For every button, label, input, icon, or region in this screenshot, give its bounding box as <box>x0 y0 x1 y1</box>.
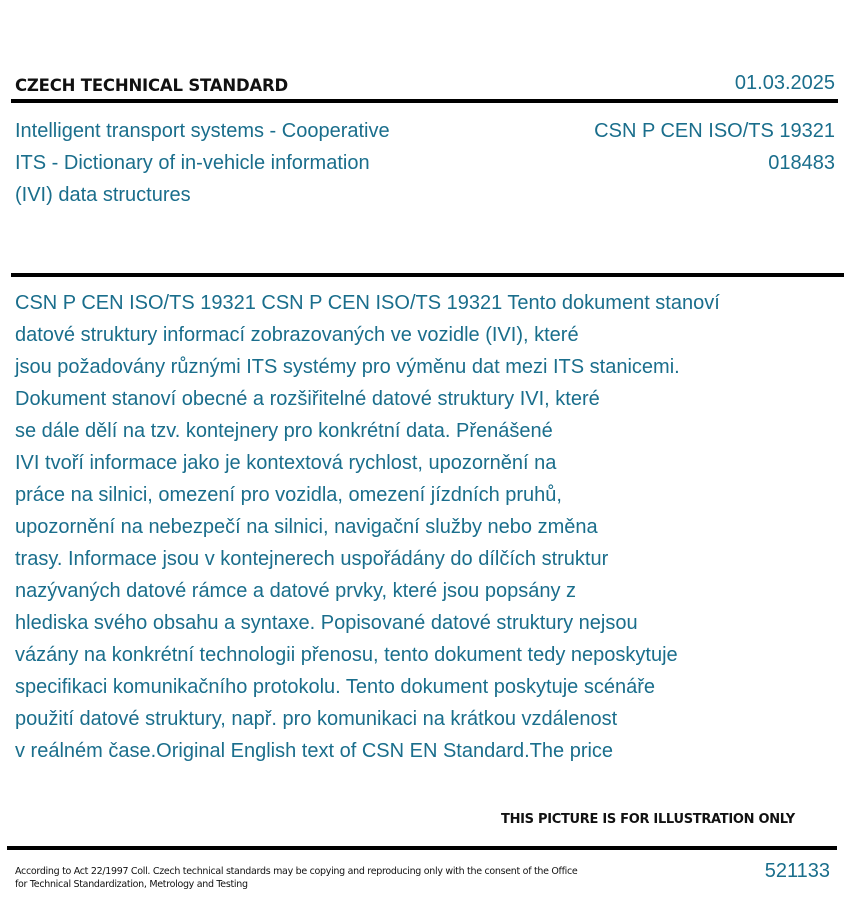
abstract-line: použití datové struktury, např. pro komunikaci na krátkou vzdálenost <box>15 708 618 730</box>
copyright-line: for Technical Standardization, Metrology and Testing <box>15 879 248 890</box>
standard-code: CSN P CEN ISO/TS 19321 <box>594 120 835 142</box>
title-line: ITS - Dictionary of in-vehicle information <box>15 152 370 174</box>
abstract-line: specifikaci komunikačního protokolu. Tento dokument poskytuje scénáře <box>15 676 655 698</box>
footer-divider <box>7 846 837 850</box>
catalog-number: 018483 <box>768 152 835 174</box>
footer-code: 521133 <box>764 860 830 882</box>
document-title <box>15 115 455 211</box>
abstract-line: Dokument stanoví obecné a rozšiřitelné datové struktury IVI, které <box>15 388 600 410</box>
publication-date: 01.03.2025 <box>734 72 835 94</box>
copyright-notice <box>15 865 595 891</box>
abstract-line: datové struktury informací zobrazovaných ve vozidle (IVI), které <box>15 324 579 346</box>
abstract-line: hlediska svého obsahu a syntaxe. Popisované datové struktury nejsou <box>15 612 638 634</box>
abstract-line: vázány na konkrétní technologii přenosu, tento dokument tedy neposkytuje <box>15 644 678 666</box>
standard-identifiers <box>594 115 835 179</box>
title-divider <box>11 273 844 277</box>
abstract-text <box>15 287 805 767</box>
abstract-line: jsou požadovány různými ITS systémy pro výměnu dat mezi ITS stanicemi. <box>15 356 680 378</box>
abstract-line: upozornění na nebezpečí na silnici, navigační služby nebo změna <box>15 516 598 538</box>
illustration-notice: THIS PICTURE IS FOR ILLUSTRATION ONLY <box>501 812 795 827</box>
abstract-line: se dále dělí na tzv. kontejnery pro konkrétní data. Přenášené <box>15 420 553 442</box>
abstract-line: nazývaných datové rámce a datové prvky, které jsou popsány z <box>15 580 577 602</box>
abstract-line: v reálném čase.Original English text of CSN EN Standard.The price <box>15 740 614 762</box>
abstract-line: CSN P CEN ISO/TS 19321 CSN P CEN ISO/TS 19321 Tento dokument stanoví <box>15 292 720 314</box>
abstract-line: práce na silnici, omezení pro vozidla, omezení jízdních pruhů, <box>15 484 562 506</box>
title-line: Intelligent transport systems - Cooperative <box>15 120 390 142</box>
title-line: (IVI) data structures <box>15 184 191 206</box>
abstract-line: trasy. Informace jsou v kontejnerech uspořádány do dílčích struktur <box>15 548 609 570</box>
header-divider <box>11 99 838 103</box>
abstract-line: IVI tvoří informace jako je kontextová rychlost, upozornění na <box>15 452 557 474</box>
copyright-line: According to Act 22/1997 Coll. Czech technical standards may be copying and reproducing only with the consent of the Office <box>15 866 578 877</box>
document-type-label: CZECH TECHNICAL STANDARD <box>15 76 289 95</box>
